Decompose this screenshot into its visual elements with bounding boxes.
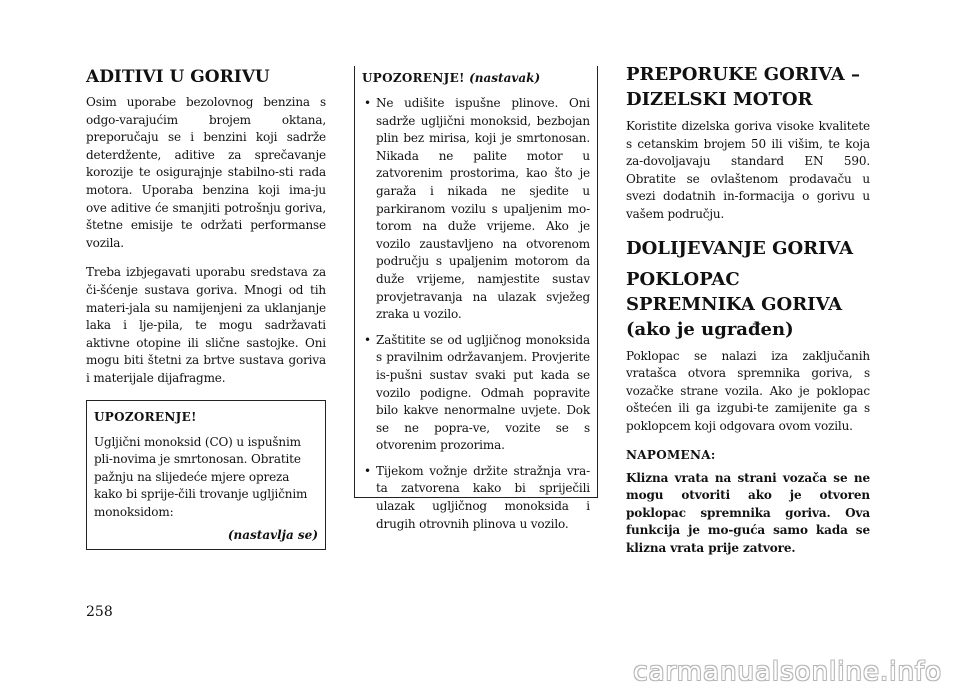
note-label: NAPOMENA:	[626, 447, 716, 462]
list-item	[362, 332, 590, 455]
bullet-text: Ne udišite ispušne plinove. Oni sadrže ugljični monoksid, bezbojan plin bez mirisa, koji je smrtonosan. Nikada ne palite motor u zatvorenim prostorima, kao što je garaža i nikada ne sjedite u parkiranom vozilu s upaljenim mo-torom na duže vrijeme. Ako je vozilo zaustavljeno na otvorenom području s upaljenim motorom da duže vrijeme, namjestite sustav provjetravanja na ulazak svježeg zraka u vozilo.	[376, 96, 590, 322]
section-heading-fuel-additives: ADITIVI U GORIVU	[86, 67, 270, 87]
warning-bullet-list	[362, 95, 590, 533]
bullet-icon: •	[364, 332, 371, 347]
middle-column	[362, 70, 590, 541]
list-item	[362, 95, 590, 324]
watermark: carmanualsonline.info	[633, 657, 942, 687]
warning-continued-note: (nastavlja se)	[227, 528, 318, 543]
bullet-text: Tijekom vožnje držite stražnja vra-ta zatvorena kako bi spriječili ulazak ugljičnog monoksida i drugih otrovnih plinova u vozilo.	[376, 463, 590, 531]
section-heading-refueling: DOLIJEVANJE GORIVA	[626, 237, 854, 259]
bullet-icon: •	[364, 463, 371, 478]
paragraph-fuel-cap: Poklopac se nalazi iza zaključanih vratašca otvora spremnika goriva, s vozačke strane vozila. Ako je poklopac oštećen ili ga izgubi-te zamijenite ga s poklopcem koji odgovara ovom vozilu.	[626, 348, 870, 433]
right-column	[626, 62, 870, 558]
warning-text: Ugljični monoksid (CO) u ispušnim pli-novima je smrtonosan. Obratite pažnju na slijedeće mjere opreza kako bi sprije-čili trovanje ugljičnim monoksidom:	[94, 434, 308, 519]
note-text: Klizna vrata na strani vozača se ne mogu otvoriti ako je otvoren poklopac spremnika goriva. Ova funkcija je mo-guća samo kada se klizna vrata prije zatvore.	[626, 470, 870, 555]
list-item	[362, 463, 590, 533]
warning-box	[86, 400, 326, 551]
paragraph-cleaners: Treba izbjegavati uporabu sredstava za či-šćenje sustava goriva. Mnogi od tih materi-jala su namijenjeni za uklanjanje laka i lje-pila, te mogu sadržavati aktivne otopine ili slične sastojke. Oni mogu biti štetni za brtve sustava goriva i materijale dijafragme.	[86, 265, 326, 385]
bullet-text: Zaštitite se od ugljičnog monoksida s pravilnim održavanjem. Provjerite is-pušni sustav svaki put kada se vozilo podigne. Odmah popravite bilo kakve nenormalne uvjete. Dok se ne popra-ve, vozite se s otvorenim prozorima.	[376, 332, 590, 453]
page-number: 258	[86, 604, 113, 620]
warning-title: UPOZORENJE!	[94, 409, 197, 424]
warning-continued-suffix: (nastavak)	[469, 71, 541, 85]
paragraph-diesel: Koristite dizelska goriva visoke kvalitete s cetanskim brojem 50 ili višim, te koja za-dovoljavaju standard EN 590. Obratite se ovlaštenom prodavaču u svezi dodatnih in-formacija o gorivu u vašem području.	[626, 119, 870, 221]
bullet-icon: •	[364, 96, 371, 110]
left-column	[86, 62, 326, 550]
warning-continued-title	[362, 70, 590, 87]
section-heading-diesel: PREPORUKE GORIVA – DIZELSKI MOTOR	[626, 64, 860, 110]
section-heading-fuel-cap: POKLOPAC SPREMNIKA GORIVA (ako je ugrađen)	[626, 268, 843, 340]
paragraph-additives: Osim uporabe bezolovnog benzina s odgo-varajućim brojem oktana, preporučaju se i benzini koji sadrže deterdžente, aditive za sprečavanje korozije te osigurajnje stabilno-sti rada motora. Uporaba benzina koji ima-ju ove aditive će smanjiti potrošnju goriva, štetne emisije te održati performanse vozila.	[86, 95, 326, 250]
warning-continued-label: UPOZORENJE!	[362, 71, 465, 85]
